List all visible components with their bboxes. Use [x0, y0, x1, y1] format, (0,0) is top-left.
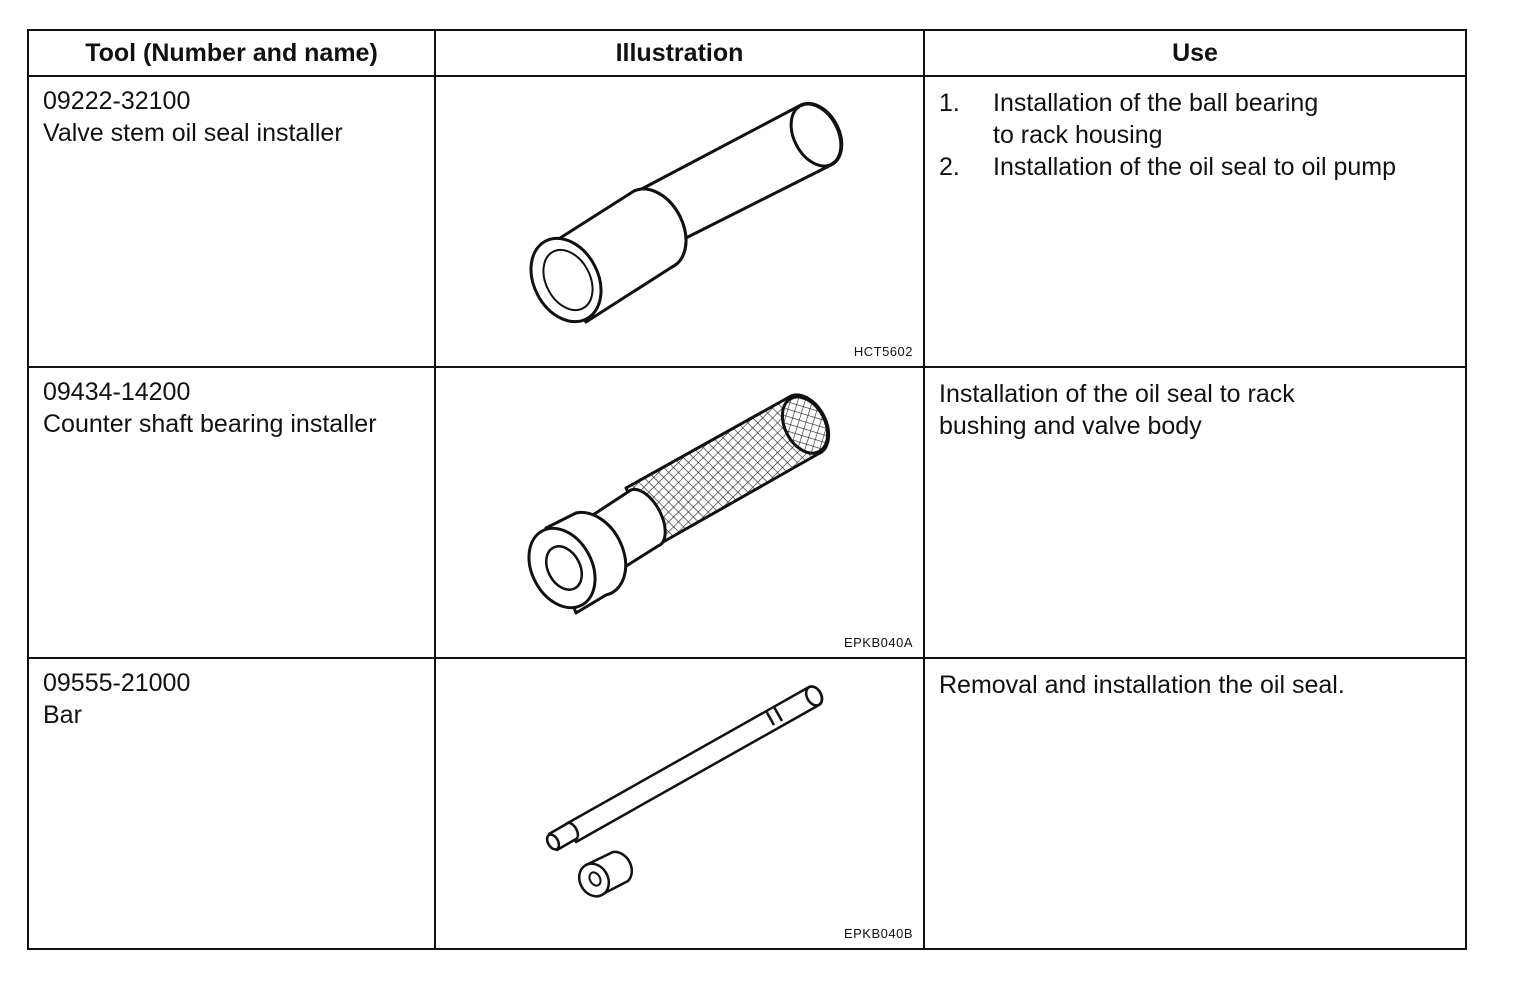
list-item: 1. Installation of the ball bearing to rack housing	[939, 89, 1319, 149]
table-row	[28, 658, 1466, 949]
use-line: Removal and installation the oil seal.	[939, 671, 1345, 699]
use-list	[939, 87, 1465, 183]
illustration-cell	[435, 76, 924, 367]
tool-cell	[28, 658, 435, 949]
header-row	[28, 30, 1466, 76]
table-row	[28, 367, 1466, 658]
valve-stem-installer-illustration	[436, 77, 925, 366]
table-row	[28, 76, 1466, 367]
illustration-code: HCT5602	[853, 344, 913, 359]
tool-name: Valve stem oil seal installer	[43, 119, 343, 147]
counter-shaft-installer-illustration	[436, 368, 925, 657]
tool-cell	[28, 367, 435, 658]
use-line: bushing and valve body	[939, 412, 1202, 440]
bar-illustration	[436, 659, 925, 948]
header-illustration: Illustration	[435, 30, 924, 76]
use-cell	[924, 76, 1466, 367]
illustration-cell	[435, 658, 924, 949]
tool-cell	[28, 76, 435, 367]
header-use: Use	[924, 30, 1466, 76]
illustration-code: EPKB040A	[843, 635, 913, 650]
special-tools-table	[27, 29, 1467, 950]
tool-number: 09434-14200	[43, 378, 191, 406]
tool-number: 09222-32100	[43, 87, 191, 115]
tool-name: Counter shaft bearing installer	[43, 410, 377, 438]
header-tool: Tool (Number and name)	[28, 30, 435, 76]
use-cell	[924, 658, 1466, 949]
list-item: 2. Installation of the oil seal to oil pump	[939, 153, 1397, 181]
use-line: Installation of the oil seal to rack	[939, 380, 1295, 408]
use-cell	[924, 367, 1466, 658]
illustration-code: EPKB040B	[843, 926, 913, 941]
illustration-cell	[435, 367, 924, 658]
tool-name: Bar	[43, 701, 82, 729]
tool-number: 09555-21000	[43, 669, 191, 697]
